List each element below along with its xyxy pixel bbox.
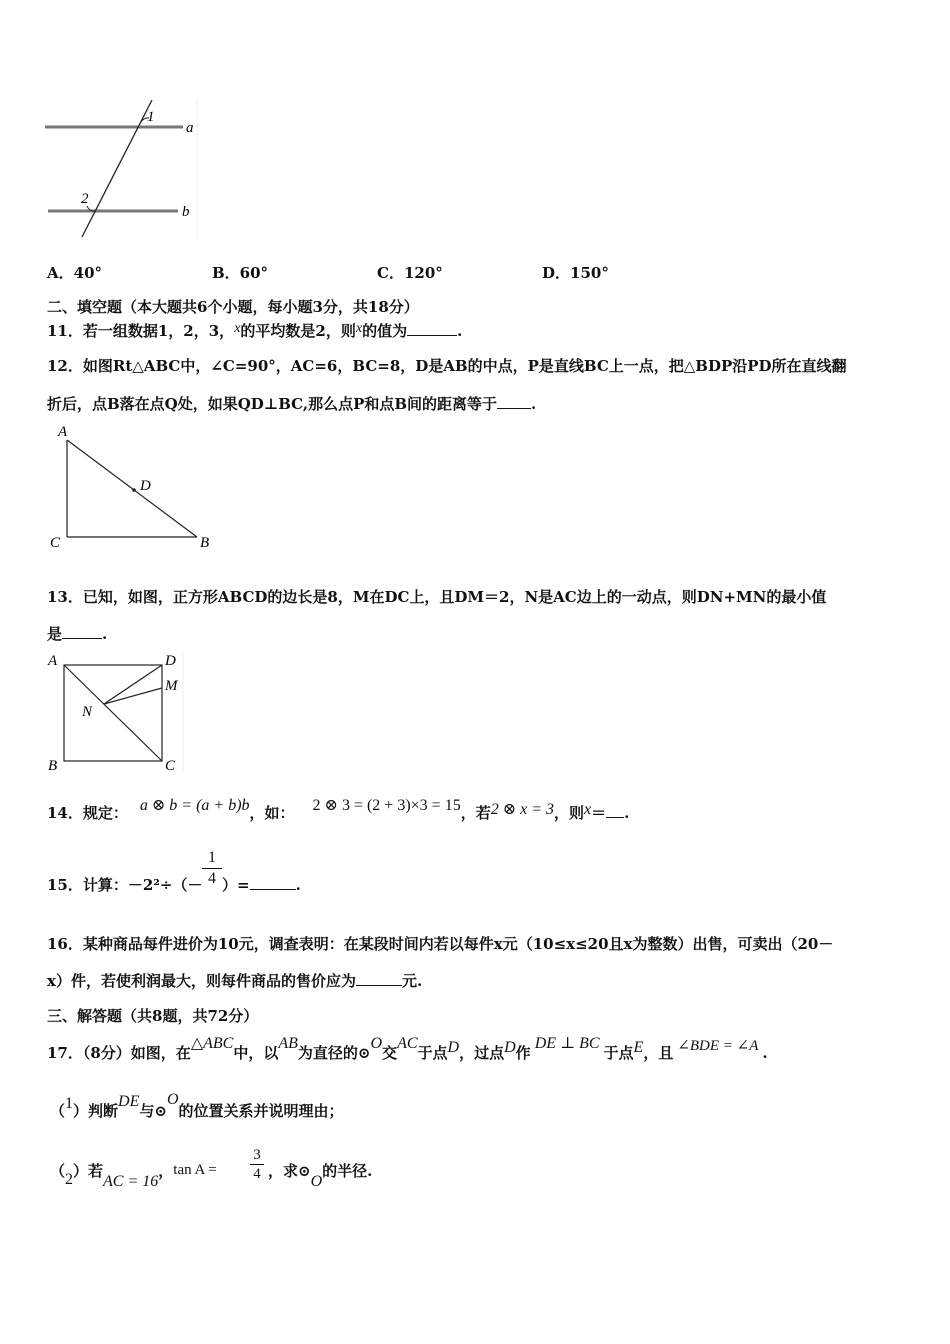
segment-nm (104, 688, 162, 704)
label-A: A (58, 424, 68, 440)
q15-pre: 15．计算：－2²÷（－ (47, 876, 203, 894)
q17-p2-num: 2 (65, 1171, 74, 1188)
section-3-title: 三、解答题（共8题，共72分） (47, 1007, 259, 1025)
q14-example: 2 ⊗ 3 = (2 + 3)×3 = 15 (312, 797, 461, 814)
q17-t6: 作 (515, 1044, 531, 1062)
parallel-lines-figure (40, 95, 205, 245)
question-17-part-2-tail (268, 1160, 373, 1190)
triangle-abc-figure (42, 420, 222, 555)
label-b: b (182, 204, 190, 220)
q17-ab: AB (278, 1035, 298, 1052)
label-A: A (48, 653, 58, 669)
q16-end: 元. (401, 972, 423, 990)
question-13-line-1: 13．已知，如图，正方形ABCD的边长是8，M在DC上，且DM＝2，N是AC边上的一动点，则DN+MN的最小值 (47, 588, 827, 606)
q14-definition: a ⊗ b = (a + b)b (139, 797, 250, 814)
q17-p1-text3: 的位置关系并说明理由； (178, 1102, 344, 1120)
q17-p2-comma: ， (158, 1162, 174, 1180)
question-15-tail (222, 874, 301, 895)
label-C: C (50, 535, 61, 551)
point-d (132, 488, 136, 492)
diagonal-ac (64, 665, 162, 761)
q15-answer-blank[interactable] (250, 889, 296, 890)
q11-answer-blank[interactable] (407, 335, 457, 336)
q17-p2-fraction-numerator: 3 (253, 1147, 261, 1163)
q17-p2-text: ）若 (73, 1162, 104, 1180)
q14-mid: ，如： (249, 804, 295, 822)
q17-p1-open: （ (50, 1102, 66, 1120)
question-17-part-2 (50, 1160, 217, 1190)
q11-post: 的值为 (362, 322, 408, 340)
q13-answer-blank[interactable] (62, 638, 102, 639)
q17-d: D (447, 1039, 460, 1056)
q11-end: . (457, 322, 463, 340)
segment-nd (104, 665, 162, 704)
q17-t3: 交 (382, 1044, 398, 1062)
q15-fraction-denominator: 4 (208, 870, 216, 887)
q17-p2-fraction (250, 1147, 264, 1182)
q15-fraction-numerator: 1 (208, 849, 216, 866)
q11-mid: 的平均数是2，则 (240, 322, 356, 340)
label-a: a (186, 120, 194, 136)
q14-mid2: ，若 (460, 804, 491, 822)
question-15-text (47, 874, 202, 895)
q16-line2-text: x）件，若使利润最大，则每件商品的售价应为 (47, 972, 356, 990)
label-D: D (165, 653, 176, 669)
q17-p1-text2: 与⊙ (139, 1102, 167, 1120)
square-abcd-figure (42, 648, 192, 778)
side-ab (67, 440, 197, 537)
q14-end: . (624, 804, 630, 822)
q17-p2-text3: 的半径. (322, 1162, 373, 1180)
q17-d2: D (504, 1039, 516, 1056)
label-D: D (140, 478, 151, 494)
q17-ac: AC (397, 1035, 418, 1052)
q11-var: x (234, 321, 241, 336)
q12-end: . (531, 395, 537, 413)
q17-p2-fraction-bar (250, 1164, 264, 1165)
q14-condition: 2 ⊗ x = 3 (490, 801, 555, 818)
q17-t5: ，过点 (459, 1044, 505, 1062)
q15-fraction-bar (202, 868, 222, 869)
q17-t2: 为直径的⊙ (297, 1044, 371, 1062)
q17-p2-tan: tan A = (173, 1162, 217, 1178)
section-2-title: 二、填空题（本大题共6个小题，每小题3分，共18分） (47, 298, 419, 316)
option-c: C．120° (377, 264, 443, 282)
question-12-line-1: 12．如图Rt△ABC中，∠C=90°，AC=6，BC=8，D是AB的中点，P是直线BC上一点，把△BDP沿PD所在直线翻 (47, 357, 847, 375)
question-16-line-2 (47, 970, 422, 991)
question-11 (47, 320, 462, 341)
q12-answer-blank[interactable] (497, 408, 531, 409)
q17-p1-num: 1 (65, 1095, 74, 1112)
q11-pre: 11．若一组数据1，2，3， (47, 322, 235, 340)
q12-line2-text: 折后，点B落在点Q处，如果QD⊥BC,那么点P和点B间的距离等于 (47, 395, 498, 413)
q17-t1: 中，以 (233, 1044, 279, 1062)
q17-perpendicular: DE ⊥ BC (534, 1035, 600, 1052)
q17-p2-text2: ，求⊙ (268, 1162, 311, 1180)
question-17-stem (47, 1035, 768, 1063)
label-2: 2 (81, 191, 89, 207)
q17-t4: 于点 (417, 1044, 448, 1062)
q14-post: ＝ (591, 804, 607, 822)
q14-answer-blank[interactable] (606, 817, 624, 818)
q15-post: ）= (222, 876, 250, 894)
q17-t7: 于点 (603, 1044, 634, 1062)
q14-pre: 14．规定： (47, 804, 128, 822)
label-B: B (200, 535, 210, 551)
question-16-line-1: 16．某种商品每件进价为10元，调查表明：在某段时间内若以每件x元（10≤x≤20且x为整数）出售，可卖出（20－ (47, 935, 834, 953)
label-C: C (165, 758, 176, 774)
q17-p2-ac: AC = 16 (103, 1173, 159, 1190)
q17-p2-open: （ (50, 1162, 66, 1180)
q17-p1-text: ）判断 (73, 1102, 119, 1120)
q17-triangle: △ABC (190, 1035, 234, 1052)
q13-end: . (102, 625, 108, 643)
option-a: A．40° (47, 264, 103, 282)
q17-t8: ，且 (643, 1044, 674, 1062)
question-12-line-2 (47, 393, 536, 414)
q14-ask-var: x (584, 801, 592, 818)
q14-mid3: ，则 (554, 804, 585, 822)
option-d: D．150° (542, 264, 609, 282)
question-14 (47, 797, 630, 823)
label-1: 1 (147, 109, 155, 125)
label-B: B (48, 758, 58, 774)
q17-p2-fraction-denominator: 4 (253, 1166, 261, 1182)
q13-line2-text: 是 (47, 625, 63, 643)
q17-p2-o: O (310, 1173, 323, 1190)
q15-fraction (202, 849, 222, 888)
q17-o: O (370, 1035, 383, 1052)
label-M: M (165, 678, 178, 694)
option-b: B．60° (212, 264, 269, 282)
q16-answer-blank[interactable] (356, 985, 402, 986)
question-13-line-2 (47, 623, 107, 644)
q17-p1-o: O (166, 1091, 179, 1108)
q11-var2: x (355, 321, 363, 336)
q17-end: . (762, 1044, 768, 1062)
q17-angle-condition: ∠BDE = ∠A (677, 1038, 759, 1054)
question-17-part-1 (50, 1091, 344, 1121)
q17-e: E (633, 1039, 644, 1056)
q15-end: . (295, 876, 301, 894)
q17-p1-de: DE (118, 1093, 140, 1110)
q17-pre: 17．（8分）如图，在 (47, 1044, 191, 1062)
label-N: N (82, 704, 93, 720)
